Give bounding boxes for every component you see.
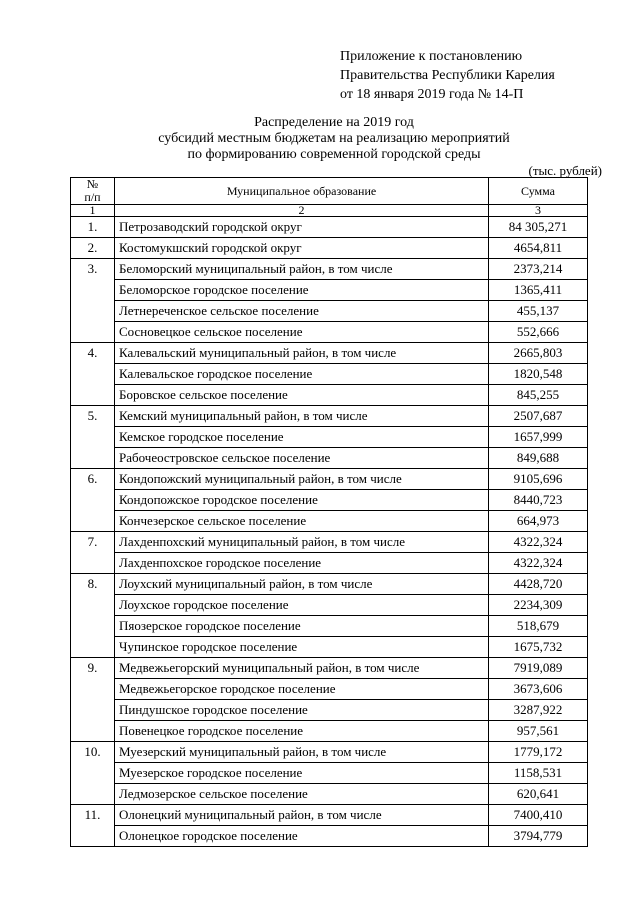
row-amount: 518,679 [489,616,588,637]
row-number [71,427,115,448]
row-number: 5. [71,406,115,427]
row-municipality: Боровское сельское поселение [115,385,489,406]
row-municipality: Муезерское городское поселение [115,763,489,784]
row-number [71,721,115,742]
header-name: Муниципальное образование [115,178,489,205]
row-municipality: Лоухское городское поселение [115,595,489,616]
table-row [71,805,588,826]
table-row [71,364,588,385]
row-number: 4. [71,343,115,364]
row-municipality: Медвежьегорский муниципальный район, в том числе [115,658,489,679]
row-amount: 1365,411 [489,280,588,301]
table-row [71,406,588,427]
row-municipality: Рабочеостровское сельское поселение [115,448,489,469]
table-row [71,637,588,658]
row-amount: 845,255 [489,385,588,406]
row-municipality: Калевальское городское поселение [115,364,489,385]
table-row [71,238,588,259]
table-row [71,658,588,679]
row-number: 6. [71,469,115,490]
row-number [71,637,115,658]
row-municipality: Ледмозерское сельское поселение [115,784,489,805]
row-municipality: Пиндушское городское поселение [115,700,489,721]
row-municipality: Чупинское городское поселение [115,637,489,658]
row-amount: 2234,309 [489,595,588,616]
header-num-line-1: № [86,177,99,191]
row-municipality: Кончезерское сельское поселение [115,511,489,532]
table-row [71,742,588,763]
appendix-line-1: Приложение к постановлению [340,49,523,64]
row-number [71,280,115,301]
title-line-1: Распределение на 2019 год [254,115,414,130]
title-line-3: по формированию современной городской среды [187,147,481,162]
table-row [71,700,588,721]
row-amount: 4428,720 [489,574,588,595]
row-amount: 1657,999 [489,427,588,448]
row-number [71,826,115,847]
row-number [71,616,115,637]
row-municipality: Олонецкий муниципальный район, в том числе [115,805,489,826]
row-municipality: Калевальский муниципальный район, в том числе [115,343,489,364]
row-municipality: Кондопожский муниципальный район, в том числе [115,469,489,490]
row-amount: 4654,811 [489,238,588,259]
table-row [71,427,588,448]
header-num-line-2: п/п [84,190,101,204]
table-row [71,574,588,595]
title-line-2: субсидий местным бюджетам на реализацию мероприятий [158,131,510,146]
row-number [71,700,115,721]
colnum-2: 2 [115,205,489,217]
row-number [71,490,115,511]
colnum-3: 3 [489,205,588,217]
table-row [71,784,588,805]
table-row [71,553,588,574]
table-row [71,448,588,469]
row-municipality: Петрозаводский городской округ [115,217,489,238]
row-amount: 552,666 [489,322,588,343]
row-number [71,553,115,574]
table-row [71,469,588,490]
row-number [71,448,115,469]
row-amount: 4322,324 [489,553,588,574]
row-municipality: Беломорское городское поселение [115,280,489,301]
row-amount: 3794,779 [489,826,588,847]
row-number: 11. [71,805,115,826]
row-municipality: Кемское городское поселение [115,427,489,448]
row-municipality: Лахденпохское городское поселение [115,553,489,574]
row-number: 7. [71,532,115,553]
row-amount: 8440,723 [489,490,588,511]
row-amount: 3673,606 [489,679,588,700]
row-municipality: Муезерский муниципальный район, в том числе [115,742,489,763]
row-municipality: Повенецкое городское поселение [115,721,489,742]
table-row [71,490,588,511]
row-amount: 9105,696 [489,469,588,490]
table-row [71,826,588,847]
row-number: 8. [71,574,115,595]
row-municipality: Кондопожское городское поселение [115,490,489,511]
row-amount: 7919,089 [489,658,588,679]
table-row [71,763,588,784]
row-number [71,322,115,343]
row-amount: 664,973 [489,511,588,532]
row-amount: 2665,803 [489,343,588,364]
table-row [71,721,588,742]
row-amount: 957,561 [489,721,588,742]
table-row [71,595,588,616]
appendix-line-3: от 18 января 2019 года № 14-П [340,87,524,102]
row-municipality: Летнереченское сельское поселение [115,301,489,322]
row-number [71,679,115,700]
units-label: (тыс. рублей) [528,163,602,178]
row-number [71,364,115,385]
table-row [71,322,588,343]
row-municipality: Пяозерское городское поселение [115,616,489,637]
row-municipality: Кемский муниципальный район, в том числе [115,406,489,427]
row-amount: 3287,922 [489,700,588,721]
row-amount: 455,137 [489,301,588,322]
row-amount: 2373,214 [489,259,588,280]
row-municipality: Олонецкое городское поселение [115,826,489,847]
row-number [71,385,115,406]
table-row [71,679,588,700]
row-number: 9. [71,658,115,679]
row-number [71,595,115,616]
colnum-1: 1 [71,205,115,217]
row-amount: 84 305,271 [489,217,588,238]
row-number [71,511,115,532]
table-header-row [71,178,588,205]
table-row [71,616,588,637]
row-municipality: Беломорский муниципальный район, в том числе [115,259,489,280]
appendix-line-2: Правительства Республики Карелия [340,68,555,83]
header-amount: Сумма [489,178,588,205]
row-number [71,763,115,784]
appendix-note [340,47,555,104]
row-number: 10. [71,742,115,763]
row-amount: 1779,172 [489,742,588,763]
table-row [71,259,588,280]
row-municipality: Сосновецкое сельское поселение [115,322,489,343]
document-title [60,115,608,163]
table-row [71,511,588,532]
row-municipality: Костомукшский городской округ [115,238,489,259]
column-number-row [71,205,588,217]
table-row [71,280,588,301]
row-number: 1. [71,217,115,238]
row-municipality: Лахденпохский муниципальный район, в том числе [115,532,489,553]
row-municipality: Лоухский муниципальный район, в том числе [115,574,489,595]
subsidy-table [70,177,588,847]
row-municipality: Медвежьегорское городское поселение [115,679,489,700]
table-row [71,343,588,364]
row-amount: 1675,732 [489,637,588,658]
row-number: 2. [71,238,115,259]
row-amount: 2507,687 [489,406,588,427]
row-amount: 4322,324 [489,532,588,553]
row-amount: 1158,531 [489,763,588,784]
row-amount: 849,688 [489,448,588,469]
table-row [71,217,588,238]
row-amount: 620,641 [489,784,588,805]
row-number: 3. [71,259,115,280]
row-amount: 1820,548 [489,364,588,385]
table-row [71,385,588,406]
row-number [71,301,115,322]
row-amount: 7400,410 [489,805,588,826]
header-num [71,178,115,205]
table-row [71,301,588,322]
table-row [71,532,588,553]
row-number [71,784,115,805]
